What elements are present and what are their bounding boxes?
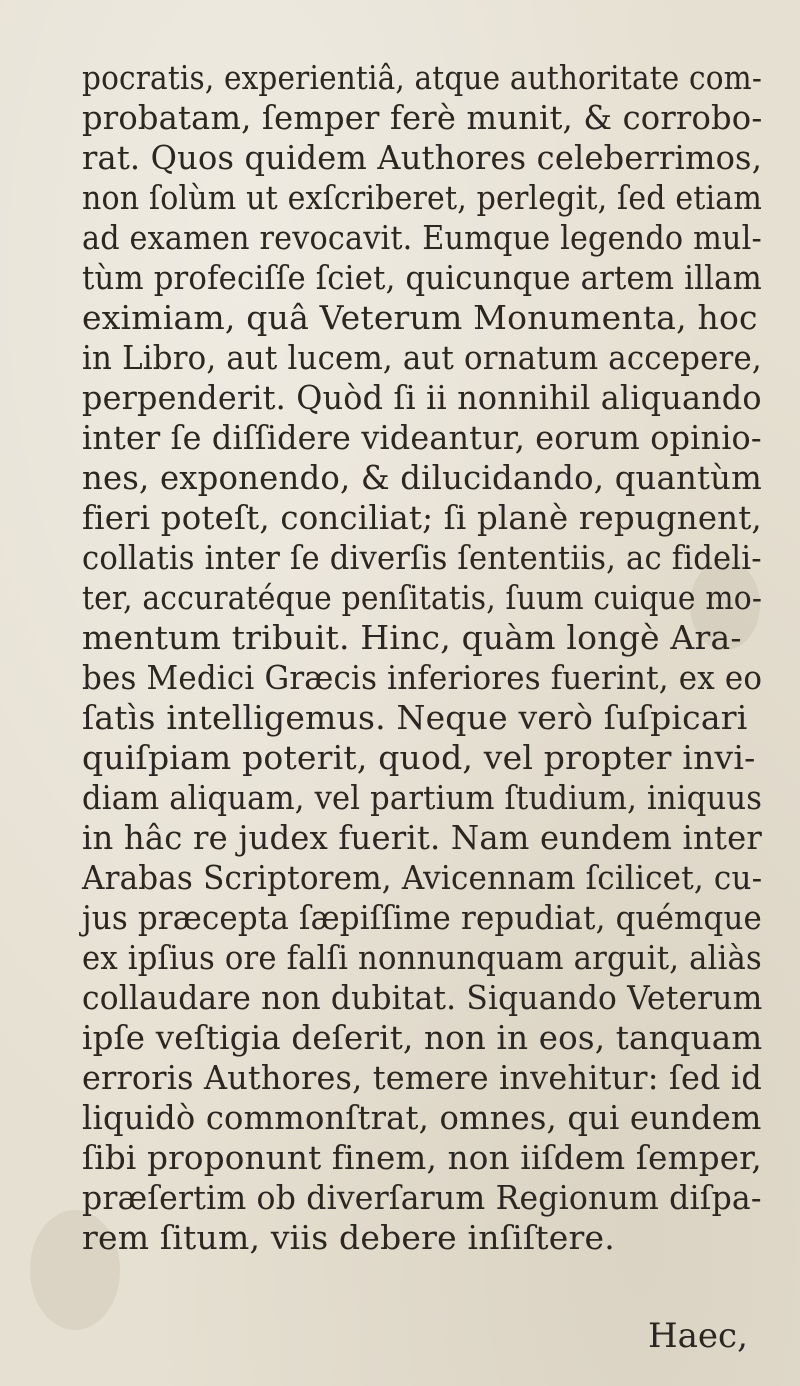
text-line: ter, accuratéque penſitatis, ſuum cuique mo- [82, 578, 763, 617]
text-line: tùm profeciſſe ſciet, quicunque artem illam [82, 258, 762, 297]
text-line: ipſe veſtigia deſerit, non in eos, tanquam [82, 1018, 763, 1057]
text-line: rem ſitum, viis debere inſiſtere. [82, 1218, 615, 1257]
text-line: rat. Quos quidem Authores celeberrimos, [82, 138, 763, 177]
text-line: inter ſe diſſidere videantur, eorum opinio- [82, 418, 762, 457]
text-line: ex ipſius ore falſi nonnunquam arguit, aliàs [82, 938, 762, 977]
text-line: in hâc re judex fuerit. Nam eundem inter [82, 818, 762, 857]
text-line: pocratis, experientiâ, atque authoritate com- [82, 58, 763, 97]
text-line: erroris Authores, temere invehitur: ſed id [82, 1058, 762, 1097]
text-line: in Libro, aut lucem, aut ornatum accepere, [82, 338, 762, 377]
text-line: ſatìs intelligemus. Neque verò ſuſpicari [82, 698, 748, 737]
text-line: bes Medici Græcis inferiores fuerint, ex eo [82, 658, 763, 697]
text-line: quiſpiam poterit, quod, vel propter invi- [82, 738, 756, 777]
text-line: perpenderit. Quòd ſi ii nonnihil aliquando [82, 378, 762, 417]
text-line: probatam, ſemper ferè munit, & corrobo- [82, 98, 763, 137]
text-line: diam aliquam, vel partium ſtudium, iniquus [82, 778, 763, 817]
text-line: ſibi proponunt finem, non iiſdem ſemper, [82, 1138, 762, 1177]
text-line: non ſolùm ut exſcriberet, perlegit, ſed etiam [82, 178, 763, 217]
text-line: nes, exponendo, & dilucidando, quantùm [82, 458, 762, 497]
text-line: eximiam, quâ Veterum Monumenta, hoc [82, 298, 758, 337]
text-line: præſertim ob diverſarum Regionum diſpa- [82, 1178, 762, 1217]
text-line: jus præcepta ſæpiſſime repudiat, quémque [82, 898, 762, 937]
catchword: Haec, [648, 1316, 748, 1356]
text-line: fieri poteſt, conciliat; ſi planè repugnent, [82, 498, 762, 537]
text-line: liquidò commonſtrat, omnes, qui eundem [82, 1098, 762, 1137]
text-line: Arabas Scriptorem, Avicennam ſcilicet, cu- [82, 858, 763, 897]
text-line: collaudare non dubitat. Siquando Veterum [82, 978, 763, 1017]
text-line: ad examen revocavit. Eumque legendo mul- [82, 218, 762, 257]
text-line: mentum tribuit. Hinc, quàm longè Ara- [82, 618, 742, 657]
text-line: collatis inter ſe diverſis ſententiis, ac fideli- [82, 538, 762, 577]
